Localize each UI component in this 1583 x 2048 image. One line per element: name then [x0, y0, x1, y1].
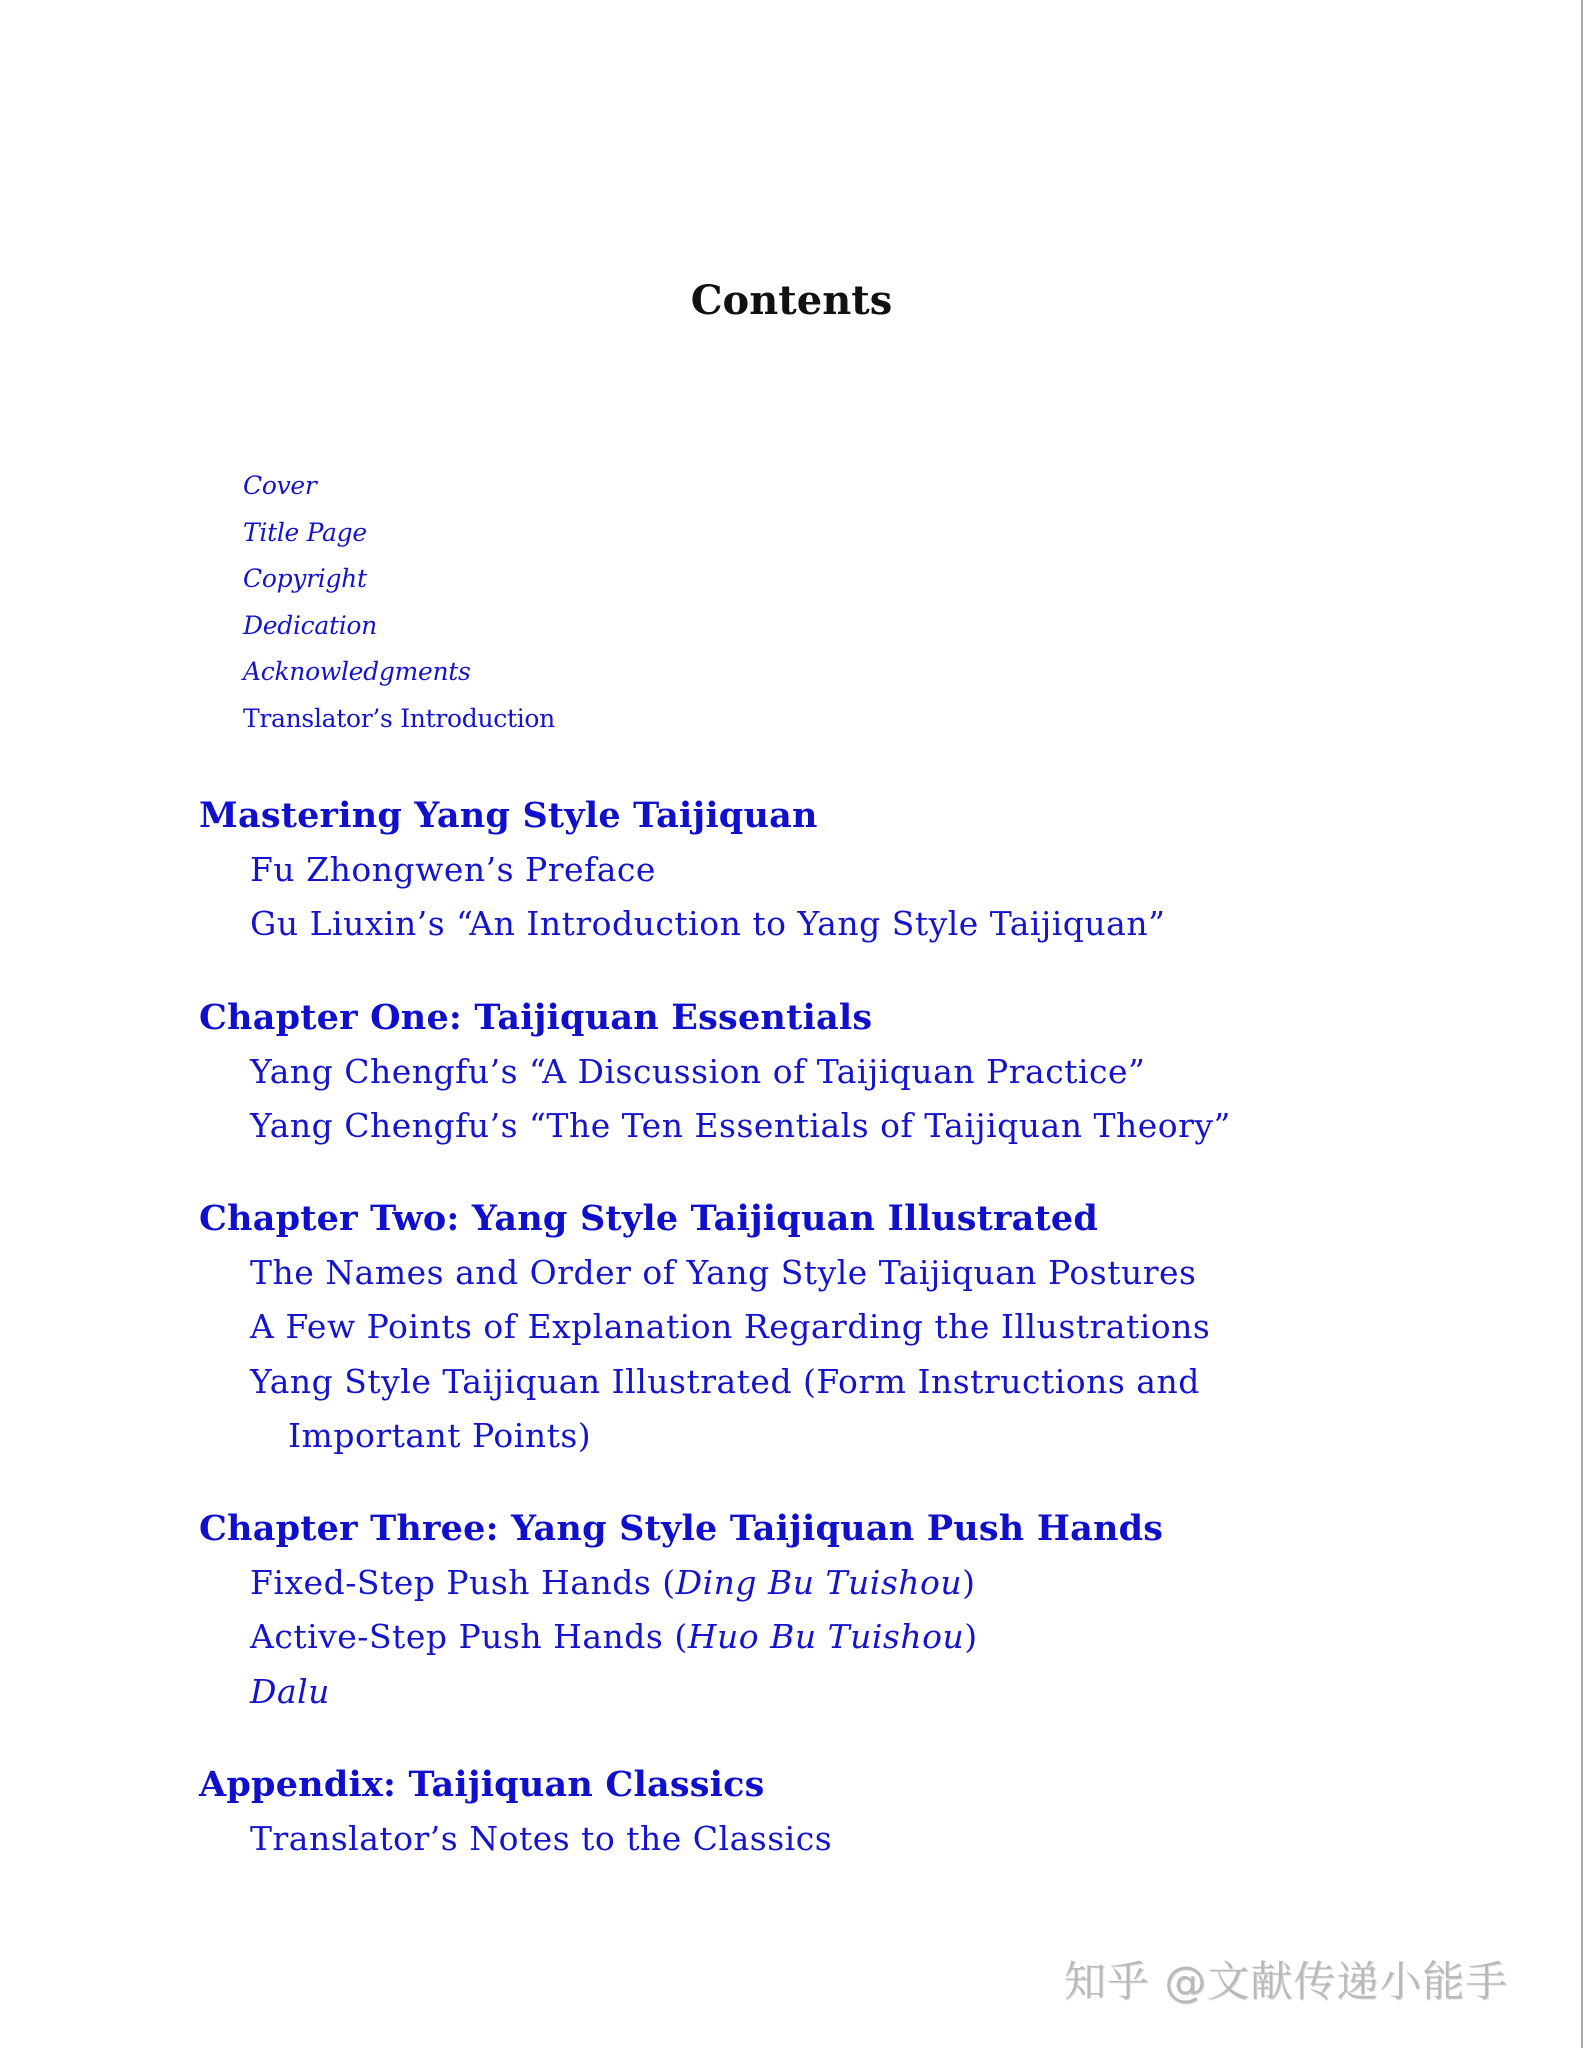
toc-sub-list	[199, 1246, 1348, 1463]
watermark-text: 知乎 @文献传递小能手	[1064, 1957, 1509, 2006]
toc-link-text: Active-Step Push Hands (	[250, 1617, 688, 1657]
toc-section-heading[interactable]	[199, 1502, 1163, 1556]
toc-link-label[interactable]	[250, 1617, 978, 1656]
toc-link-translators-introduction[interactable]	[243, 696, 555, 743]
toc-link-label[interactable]: Title Page	[243, 517, 367, 547]
toc-sub-list	[199, 1045, 1231, 1154]
toc-link-text: Fixed-Step Push Hands (	[250, 1563, 676, 1602]
toc-heading-link[interactable]: Chapter Three: Yang Style Taijiquan Push Hands	[199, 1508, 1164, 1549]
toc-link-pinyin: Ding Bu Tuishou	[675, 1563, 963, 1602]
toc-link-label[interactable]: Yang Style Taijiquan Illustrated (Form Instructions and Important Points)	[250, 1361, 1200, 1455]
toc-heading-link[interactable]: Appendix: Taijiquan Classics	[199, 1764, 765, 1805]
toc-link-label[interactable]	[250, 1563, 976, 1602]
toc-link-label[interactable]: Dedication	[243, 610, 377, 640]
front-matter-list	[243, 463, 555, 742]
toc-link-gu-liuxin-introduction[interactable]	[199, 897, 1165, 951]
toc-link-dedication[interactable]	[243, 603, 555, 650]
toc-link-label[interactable]: Translator’s Introduction	[243, 703, 555, 733]
toc-link-discussion-practice[interactable]	[199, 1045, 1231, 1099]
toc-section-chapter-two	[199, 1192, 1348, 1463]
toc-heading-link[interactable]: Chapter Two: Yang Style Taijiquan Illustrated	[199, 1198, 1099, 1239]
toc-section-appendix	[199, 1758, 832, 1866]
toc-link-label[interactable]: The Names and Order of Yang Style Taijiquan Postures	[250, 1253, 1197, 1292]
toc-link-names-and-order[interactable]	[199, 1246, 1348, 1300]
toc-section-mastering	[199, 789, 1165, 952]
toc-link-title-page[interactable]	[243, 510, 555, 557]
toc-heading-link[interactable]: Mastering Yang Style Taijiquan	[199, 795, 818, 836]
toc-sub-list	[199, 1556, 1163, 1719]
toc-link-label[interactable]: Translator’s Notes to the Classics	[250, 1819, 833, 1858]
toc-link-label[interactable]: Cover	[243, 471, 317, 500]
toc-link-label[interactable]: Gu Liuxin’s “An Introduction to Yang Style Taijiquan”	[250, 904, 1166, 944]
toc-section-heading[interactable]	[199, 991, 1231, 1045]
toc-link-label[interactable]: Acknowledgments	[243, 657, 471, 686]
toc-link-label[interactable]	[250, 1672, 330, 1711]
toc-sub-list	[199, 1812, 832, 1866]
toc-link-pinyin: Dalu	[250, 1671, 330, 1711]
toc-link-label[interactable]: Copyright	[243, 564, 367, 593]
toc-link-acknowledgments[interactable]	[243, 649, 555, 696]
toc-link-points-of-explanation[interactable]	[199, 1300, 1348, 1354]
page-title: Contents	[690, 277, 893, 324]
toc-section-heading[interactable]	[199, 1758, 832, 1812]
toc-link-fu-zhongwen-preface[interactable]	[199, 843, 1165, 897]
toc-link-copyright[interactable]	[243, 556, 555, 603]
toc-link-pinyin: Huo Bu Tuishou	[687, 1617, 965, 1657]
toc-link-active-step-push-hands[interactable]	[199, 1610, 1163, 1664]
toc-sub-list	[199, 843, 1165, 952]
toc-link-taijiquan-illustrated[interactable]	[199, 1355, 1348, 1464]
toc-link-ten-essentials[interactable]	[199, 1099, 1231, 1153]
toc-link-label[interactable]: Yang Chengfu’s “The Ten Essentials of Taijiquan Theory”	[250, 1106, 1231, 1146]
toc-link-label[interactable]: Yang Chengfu’s “A Discussion of Taijiquan Practice”	[250, 1052, 1146, 1091]
toc-link-text: )	[964, 1617, 978, 1657]
toc-heading-link[interactable]: Chapter One: Taijiquan Essentials	[199, 997, 873, 1038]
toc-section-heading[interactable]	[199, 1192, 1348, 1246]
toc-section-chapter-three	[199, 1502, 1163, 1719]
toc-link-translators-notes[interactable]	[199, 1812, 832, 1866]
toc-link-dalu[interactable]	[199, 1665, 1163, 1719]
toc-section-chapter-one	[199, 991, 1231, 1154]
toc-section-heading[interactable]	[199, 789, 1165, 843]
toc-link-label[interactable]: Fu Zhongwen’s Preface	[250, 850, 656, 889]
toc-link-fixed-step-push-hands[interactable]	[199, 1556, 1163, 1610]
toc-link-text: )	[962, 1563, 976, 1602]
toc-link-cover[interactable]	[243, 463, 555, 510]
toc-link-label[interactable]: A Few Points of Explanation Regarding the Illustrations	[250, 1307, 1211, 1347]
